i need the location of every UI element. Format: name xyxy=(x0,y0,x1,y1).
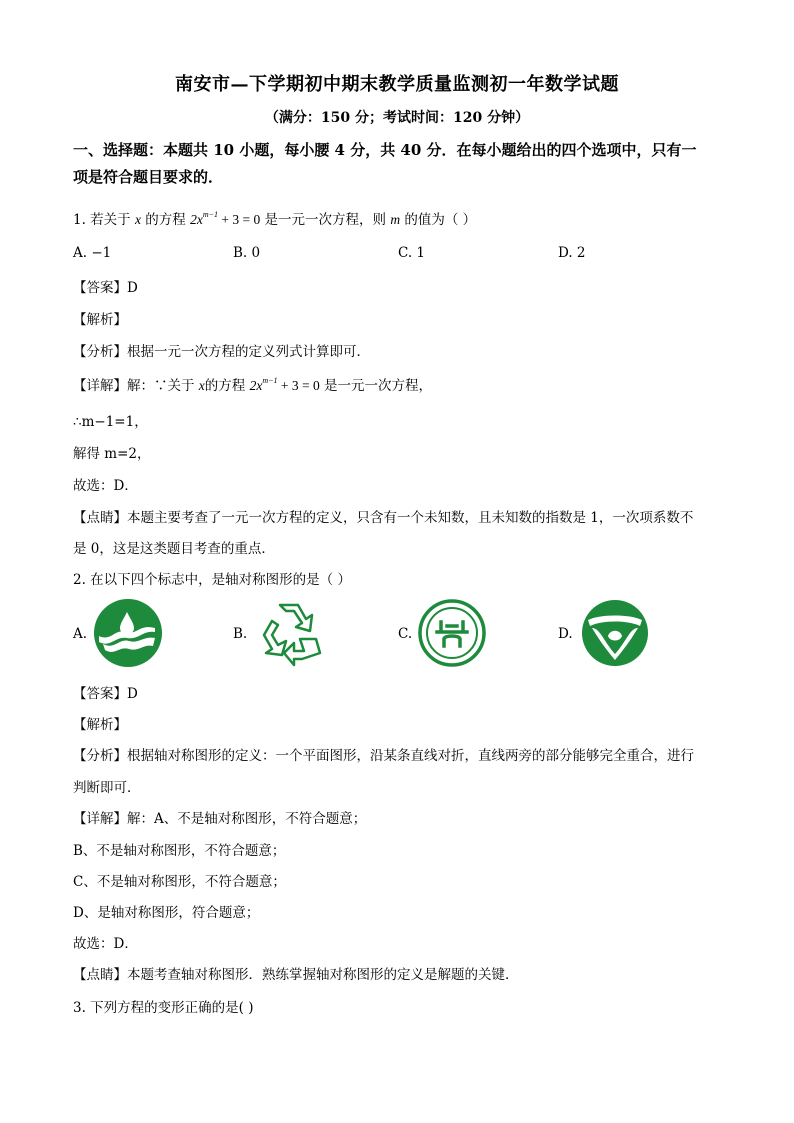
page-title: 南安市—下学期初中期末教学质量监测初一年数学试题 xyxy=(175,74,619,95)
detail-2: 【详解】解：A、不是轴对称图形，不符合题意； xyxy=(73,811,367,827)
step-1: ∴m−1=1， xyxy=(73,414,148,430)
logo-label-a: A. xyxy=(73,626,88,642)
analysis-1: 【解析】 xyxy=(73,312,127,328)
option-a: A. −1 xyxy=(73,245,112,261)
water-drop-logo-icon xyxy=(93,598,163,668)
comment-1-line-1: 【点睛】本题主要考查了一元一次方程的定义，只含有一个未知数，且未知数的指数是 1，一次项系数不 xyxy=(73,510,694,526)
analysis-2: 【解析】 xyxy=(73,717,127,733)
exam-info: （满分：150 分；考试时间：120 分钟） xyxy=(264,110,530,126)
detail-2-c: C、不是轴对称图形，不符合题意； xyxy=(73,874,286,890)
option-b: B. 0 xyxy=(233,245,261,261)
building-circle-logo-icon xyxy=(417,598,487,668)
section-heading-line-1: 一、选择题：本题共 10 小题，每小腰 4 分，共 40 分．在每小题给出的四个选项中，只有一 xyxy=(73,141,697,159)
section-heading-line-2: 项是符合题目要求的． xyxy=(73,168,224,186)
fenxi-2-line-1: 【分析】根据轴对称图形的定义：一个平面图形，沿某条直线对折，直线两旁的部分能够完全重合，进行 xyxy=(73,748,694,764)
step-2: 解得 m=2， xyxy=(73,446,151,462)
section-heading xyxy=(73,137,723,191)
comment-2: 【点睛】本题考查轴对称图形．熟练掌握轴对称图形的定义是解题的关键． xyxy=(73,967,519,983)
logo-label-d: D. xyxy=(558,626,573,642)
choose-1: 故选：D． xyxy=(73,478,138,494)
question-1-stem: 1. 若关于 x 的方程 $2x^{m-1} + 3 = 0$ 是一元一次方程，则 m 的值为（ ） xyxy=(73,210,477,228)
answer-1: 【答案】D xyxy=(73,280,138,296)
fenxi-2-line-2: 判断即可． xyxy=(73,780,141,796)
question-3-stem: 3. 下列方程的变形正确的是( ) xyxy=(73,1000,254,1016)
comment-1-line-2: 是 0，这是这类题目考查的重点． xyxy=(73,541,275,557)
recycle-logo-icon xyxy=(254,597,324,667)
logo-label-b: B. xyxy=(233,626,248,642)
detail-2-d: D、是轴对称图形，符合题意； xyxy=(73,905,260,921)
question-2-stem: 2. 在以下四个标志中，是轴对称图形的是（ ） xyxy=(73,572,351,588)
answer-2: 【答案】D xyxy=(73,686,138,702)
option-d: D. 2 xyxy=(558,245,586,261)
detail-2-b: B、不是轴对称图形，不符合题意； xyxy=(73,843,286,859)
logo-label-c: C. xyxy=(398,626,413,642)
green-food-logo-icon xyxy=(580,598,650,668)
equation: $2x^{m-1} + 3 = 0$ xyxy=(190,210,261,227)
fenxi-1: 【分析】根据一元一次方程的定义列式计算即可． xyxy=(73,344,370,360)
detail-1: 【详解】解：∵关于 x的方程 $2x^{m-1} + 3 = 0$ 是一元一次方程， xyxy=(73,376,433,394)
option-c: C. 1 xyxy=(398,245,426,261)
choose-2: 故选：D． xyxy=(73,936,138,952)
